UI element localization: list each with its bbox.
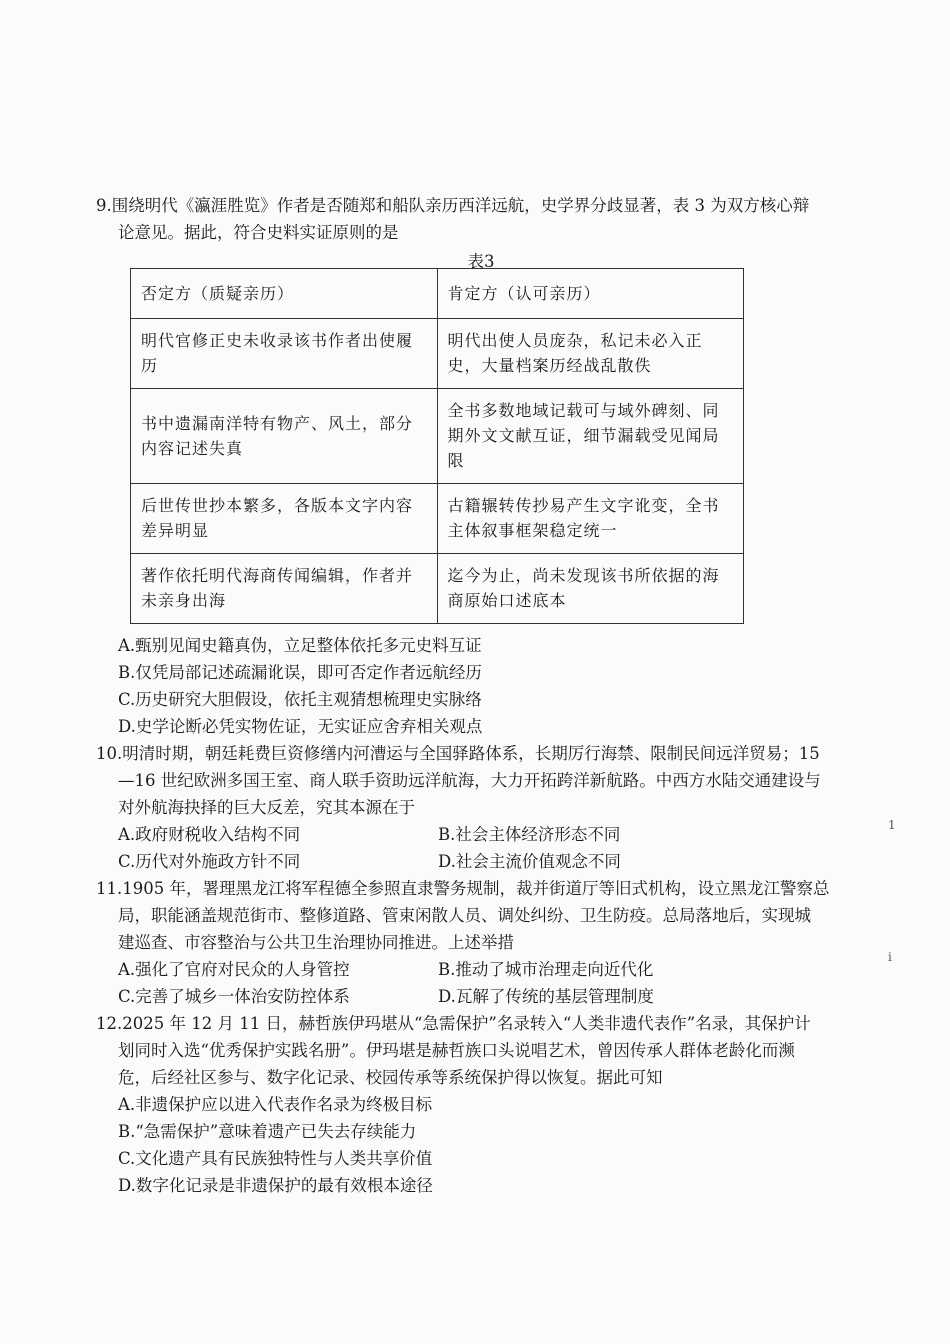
q9-stem-line2: 论意见。据此，符合史料实证原则的是 — [118, 223, 399, 242]
q9-table — [130, 268, 744, 624]
q12-stem-line2: 划同时入选“优秀保护实践名册”。伊玛堪是赫哲族口头说唱艺术，曾因传承人群体老龄化而濒 — [118, 1041, 795, 1060]
q10-stem-line1: 10.明清时期，朝廷耗费巨资修缮内河漕运与全国驿路体系，长期厉行海禁、限制民间远洋贸易；15 — [96, 744, 820, 763]
margin-mark: i — [888, 950, 892, 964]
question-11 — [96, 875, 866, 1010]
table-header-row — [131, 269, 744, 319]
q10-option-d: D.社会主流价值观念不同 — [438, 852, 621, 871]
q11-option-b: B.推动了城市治理走向近代化 — [438, 960, 654, 979]
table-cell: 迄今为止，尚未发现该书所依据的海商原始口述底本 — [437, 554, 744, 624]
q11-stem-line2: 局，职能涵盖规范街市、整修道路、管束闲散人员、调处纠纷、卫生防疫。总局落地后，实现城 — [118, 906, 811, 925]
q9-table-title: 表3 — [467, 252, 495, 271]
q12-stem-line1: 12.2025 年 12 月 11 日，赫哲族伊玛堪从“急需保护”名录转入“人类非遗代表作”名录，其保护计 — [96, 1014, 811, 1033]
table-cell: 著作依托明代海商传闻编辑，作者并未亲身出海 — [131, 554, 438, 624]
q11-options-row1 — [96, 956, 866, 983]
table-cell: 明代出使人员庞杂，私记未必入正史，大量档案历经战乱散佚 — [437, 319, 744, 389]
table-cell: 全书多数地域记载可与域外碑刻、同期外文文献互证，细节漏载受见闻局限 — [437, 389, 744, 484]
table-header-positive: 肯定方（认可亲历） — [437, 269, 744, 319]
q12-option-c: C.文化遗产具有民族独特性与人类共享价值 — [118, 1149, 433, 1168]
q12-option-a: A.非遗保护应以进入代表作名录为终极目标 — [118, 1095, 433, 1114]
q12-stem-line3: 危，后经社区参与、数字化记录、校园传承等系统保护得以恢复。据此可知 — [118, 1068, 663, 1087]
q12-option-d: D.数字化记录是非遗保护的最有效根本途径 — [118, 1176, 433, 1195]
table-header-negative: 否定方（质疑亲历） — [131, 269, 438, 319]
q9-stem-line1: 9.围绕明代《瀛涯胜览》作者是否随郑和船队亲历西洋远航，史学界分歧显著，表 3 为双方核心辩 — [96, 196, 810, 215]
table-row — [131, 484, 744, 554]
q10-stem-line2: —16 世纪欧洲多国王室、商人联手资助远洋航海，大力开拓跨洋新航路。中西方水陆交通建设与 — [118, 771, 821, 790]
q9-option-d: D.史学论断必凭实物佐证，无实证应舍弃相关观点 — [118, 717, 483, 736]
q11-options-row2 — [96, 983, 866, 1010]
q11-stem-line3: 建巡查、市容整治与公共卫生治理协同推进。上述举措 — [118, 933, 514, 952]
q9-option-b: B.仅凭局部记述疏漏讹误，即可否定作者远航经历 — [118, 663, 482, 682]
question-12 — [96, 1010, 866, 1199]
q9-option-a: A.甄别见闻史籍真伪，立足整体依托多元史料互证 — [118, 636, 482, 655]
q11-option-d: D.瓦解了传统的基层管理制度 — [438, 987, 654, 1006]
table-cell: 书中遗漏南洋特有物产、风土，部分内容记述失真 — [131, 389, 438, 484]
q10-option-a: A.政府财税收入结构不同 — [118, 825, 301, 844]
q11-option-a: A.强化了官府对民众的人身管控 — [118, 960, 350, 979]
margin-mark: 1 — [888, 818, 896, 832]
q10-stem-line3: 对外航海抉择的巨大反差，究其本源在于 — [118, 798, 415, 817]
table-cell: 明代官修正史未收录该书作者出使履历 — [131, 319, 438, 389]
question-9 — [96, 192, 866, 275]
q10-option-c: C.历代对外施政方针不同 — [118, 852, 301, 871]
q9-options — [96, 632, 866, 740]
table-row — [131, 554, 744, 624]
q12-option-b: B.“急需保护”意味着遗产已失去存续能力 — [118, 1122, 417, 1141]
q10-option-b: B.社会主体经济形态不同 — [438, 825, 621, 844]
table-cell: 古籍辗转传抄易产生文字讹变，全书主体叙事框架稳定统一 — [437, 484, 744, 554]
table-row — [131, 319, 744, 389]
q10-options-row1 — [96, 821, 866, 848]
table-row — [131, 389, 744, 484]
q11-option-c: C.完善了城乡一体治安防控体系 — [118, 987, 350, 1006]
question-10 — [96, 740, 866, 875]
table-cell: 后世传世抄本繁多，各版本文字内容差异明显 — [131, 484, 438, 554]
q10-options-row2 — [96, 848, 866, 875]
q9-option-c: C.历史研究大胆假设，依托主观猜想梳理史实脉络 — [118, 690, 482, 709]
q11-stem-line1: 11.1905 年，署理黑龙江将军程德全参照直隶警务规制，裁并街道厅等旧式机构，设立黑龙江警察总 — [96, 879, 830, 898]
